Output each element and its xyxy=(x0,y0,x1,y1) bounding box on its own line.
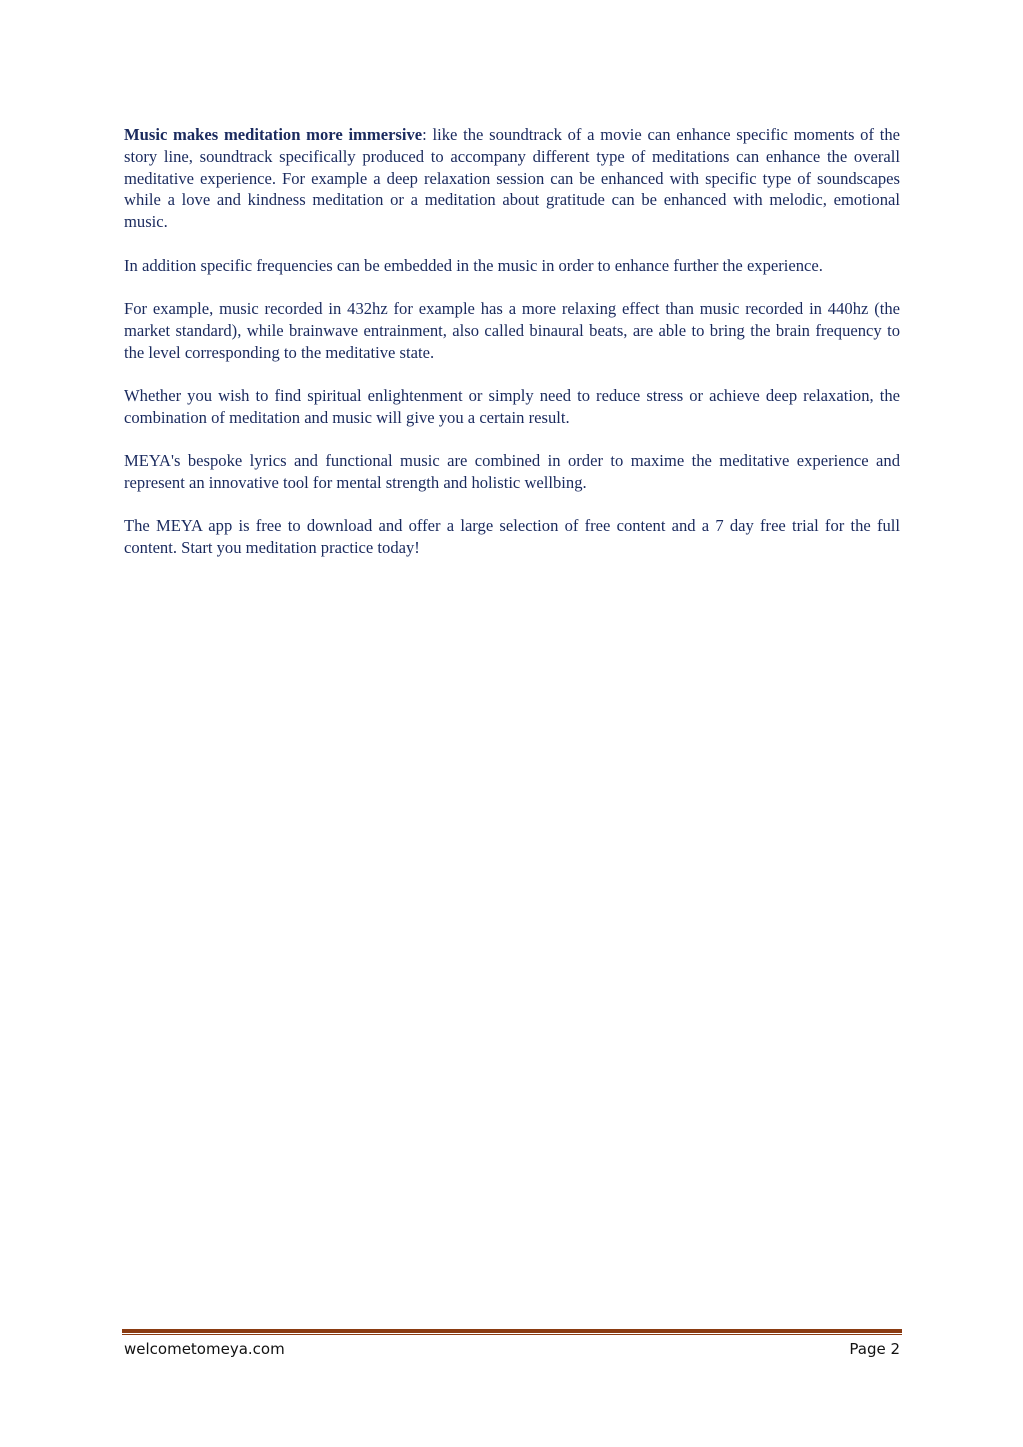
footer-divider-thin xyxy=(122,1334,902,1335)
paragraph-frequencies: In addition specific frequencies can be embedded in the music in order to enhance further the experience. xyxy=(124,255,823,275)
footer-website: welcometomeya.com xyxy=(124,1340,285,1358)
paragraph-meya-app: The MEYA app is free to download and offer a large selection of free content and a 7 day free trial for the full content. Start you meditation practice today! xyxy=(124,516,900,558)
paragraph-432hz: For example, music recorded in 432hz for example has a more relaxing effect than music recorded in 440hz (the market standard), while brainwave entrainment, also called binaural beats, are able to bring the brain frequency to the level corresponding to the meditative state. xyxy=(124,298,900,362)
footer-divider xyxy=(122,1329,902,1335)
paragraph-enlightenment: Whether you wish to find spiritual enlightenment or simply need to reduce stress or achieve deep relaxation, the combination of meditation and music will give you a certain result. xyxy=(124,385,900,427)
paragraph-meya-lyrics: MEYA's bespoke lyrics and functional music are combined in order to maxime the meditative experience and represent an innovative tool for mental strength and holistic wellbing. xyxy=(124,451,900,492)
page-body xyxy=(124,124,900,559)
footer-divider-thick xyxy=(122,1329,902,1333)
paragraph-lead-heading: Music makes meditation more immersive xyxy=(124,125,423,144)
paragraph-text: : like the soundtrack of a movie can enhance specific moments of the story line, soundtrack specifically produced to accompany different type of meditations can enhance the overall meditative experience. For example a deep relaxation session can be enhanced with specific type of soundscapes while a love and kindness meditation or a meditation about gratitude can be enhanced with melodic, emotional music. xyxy=(124,125,900,232)
footer-page-number: Page 2 xyxy=(849,1340,900,1358)
paragraph-music-immersive xyxy=(124,124,900,233)
